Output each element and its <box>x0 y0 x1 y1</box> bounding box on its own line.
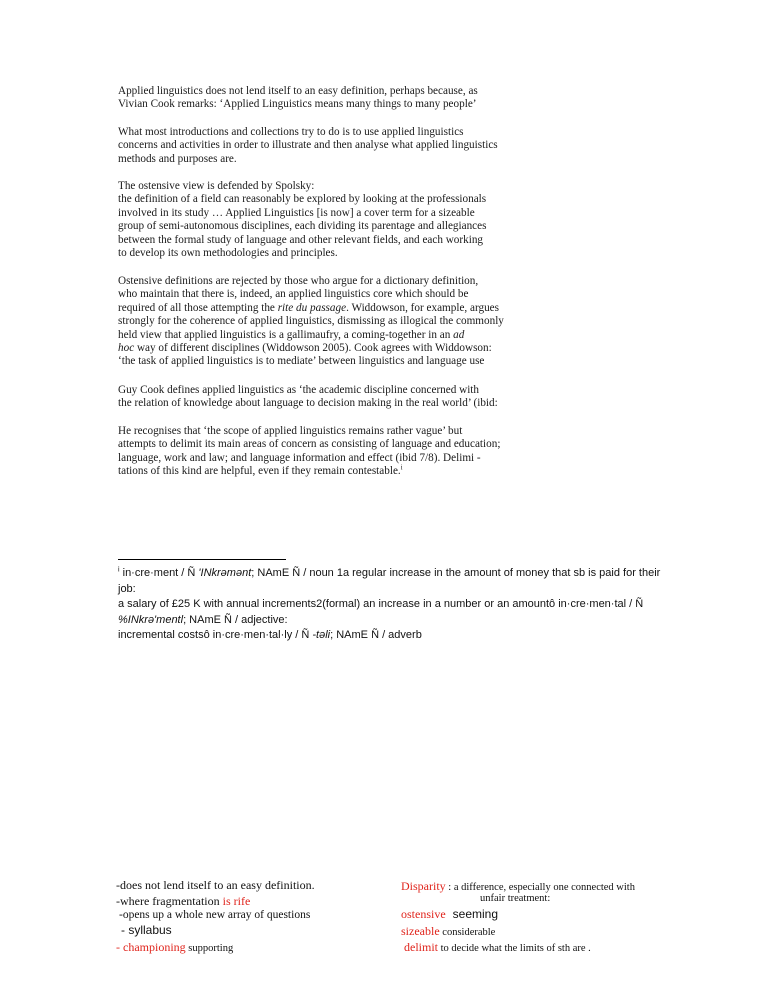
highlighted-term: - championing <box>116 940 186 954</box>
note-championing <box>116 940 233 955</box>
definition: supporting <box>185 943 234 954</box>
vocab-delimit <box>404 940 591 955</box>
text-segment: incremental costsô in·cre·men·tal·ly / Ñ <box>118 629 313 641</box>
footnote-marker: i <box>118 566 120 574</box>
note-syllabus: - syllabus <box>121 923 172 937</box>
text-line: strongly for the coherence of applied linguistics, dismissing as illogical the commonly <box>118 315 504 328</box>
text-line: methods and purposes are. <box>118 152 237 165</box>
footnote-line: job: <box>118 582 136 595</box>
text-line: group of semi-autonomous disciplines, each dividing its parentage and allegiances <box>118 220 487 233</box>
footnote-line <box>118 613 678 629</box>
text-line: between the formal study of language and other relevant fields, and each working <box>118 233 484 246</box>
text-line <box>118 302 538 315</box>
footnote-separator <box>118 559 286 560</box>
text-line: language, work and law; and language information and effect (ibid 7/8). Delimi - <box>118 451 481 464</box>
text-line: The ostensive view is defended by Spolsky: <box>118 180 315 192</box>
footnote-line <box>118 628 678 644</box>
text-segment: required of all those attempting the <box>118 301 278 314</box>
vocab-term: delimit <box>404 940 438 954</box>
text-line: What most introductions and collections try to do is to use applied linguistics <box>118 126 464 138</box>
vocab-definition: : a difference, especially one connected with <box>445 882 635 893</box>
vocab-definition: to decide what the limits of sth are . <box>438 943 591 954</box>
text-segment: in·cre·ment / Ñ <box>119 567 199 579</box>
text-segment: ; NAmE Ñ / adverb <box>330 629 422 641</box>
vocab-ostensive <box>401 907 498 922</box>
text-line: He recognises that ‘the scope of applied linguistics remains rather vague’ but <box>118 425 463 437</box>
vocab-disparity <box>401 879 635 894</box>
vocab-disparity-cont: unfair treatment: <box>480 893 551 904</box>
text-line: Vivian Cook remarks: ‘Applied Linguistics means many things to many people’ <box>118 98 477 111</box>
paragraph-5 <box>118 384 538 411</box>
text-line: Ostensive definitions are rejected by those who argue for a dictionary definition, <box>118 275 479 287</box>
text-segment: way of different disciplines (Widdowson 2005). Cook agrees with Widdowson: <box>134 342 492 355</box>
text-segment: -where fragmentation <box>116 894 223 908</box>
vocab-sizeable <box>401 924 495 939</box>
highlighted-phrase: is rife <box>222 894 251 908</box>
pronunciation: %INkrə'mentl <box>118 613 184 626</box>
text-line <box>118 329 538 342</box>
text-line: ‘the task of applied linguistics is to mediate’ between linguistics and language use <box>118 355 485 368</box>
footnote-line: a salary of £25 K with annual increments2(formal) an increase in a number or an amountô in·cre·men·tal / Ñ <box>118 598 644 610</box>
text-segment: . Widdowson, for example, argues <box>346 301 499 314</box>
italic-phrase: hoc <box>118 342 135 355</box>
text-segment: held view that applied linguistics is a gallimaufry, a coming-together in an <box>118 328 454 341</box>
pronunciation: -təli <box>312 629 331 641</box>
text-line: the definition of a field can reasonably be explored by looking at the professionals <box>118 193 487 206</box>
italic-phrase: ad <box>453 328 465 341</box>
text-line: Guy Cook defines applied linguistics as ‘the academic discipline concerned with <box>118 384 480 396</box>
text-segment: ; NAmE Ñ / noun 1a regular increase in the amount of money that sb is paid for their <box>251 567 661 579</box>
text-line: concerns and activities in order to illustrate and then analyse what applied linguistics <box>118 139 498 152</box>
vocab-definition: seeming <box>452 907 499 921</box>
text-line <box>118 465 538 478</box>
vocab-term: sizeable <box>401 924 440 938</box>
italic-phrase: rite du passage <box>277 301 347 314</box>
vocab-definition: considerable <box>439 927 496 938</box>
paragraph-3 <box>118 180 538 260</box>
text-line: to develop its own methodologies and principles. <box>118 247 338 260</box>
text-segment: ; NAmE Ñ / adjective: <box>183 613 288 626</box>
vocab-term: ostensive <box>401 907 446 921</box>
paragraph-2 <box>118 126 538 166</box>
pronunciation: 'INkrəmənt <box>198 567 252 579</box>
text-line: attempts to delimit its main areas of concern as consisting of language and education; <box>118 438 501 451</box>
text-line: the relation of knowledge about language to decision making in the real world’ (ibid: <box>118 397 498 410</box>
note-easy-definition: -does not lend itself to an easy definition. <box>116 878 315 892</box>
text-line: who maintain that there is, indeed, an applied linguistics core which should be <box>118 288 469 301</box>
paragraph-6 <box>118 425 538 479</box>
vocab-term: Disparity <box>401 879 446 893</box>
text-line <box>118 342 538 355</box>
footnote-reference[interactable]: i <box>400 463 403 472</box>
footnote <box>118 566 678 644</box>
footnote-line <box>118 566 678 582</box>
paragraph-1 <box>118 85 538 112</box>
text-segment: tations of this kind are helpful, even if they remain contestable. <box>118 465 401 478</box>
text-line: Applied linguistics does not lend itself to an easy definition, perhaps because, as <box>118 85 478 97</box>
paragraph-4 <box>118 275 538 369</box>
text-line: involved in its study … Applied Linguistics [is now] a cover term for a sizeable <box>118 206 475 219</box>
note-fragmentation <box>116 894 250 909</box>
note-questions: -opens up a whole new array of questions <box>119 909 311 921</box>
